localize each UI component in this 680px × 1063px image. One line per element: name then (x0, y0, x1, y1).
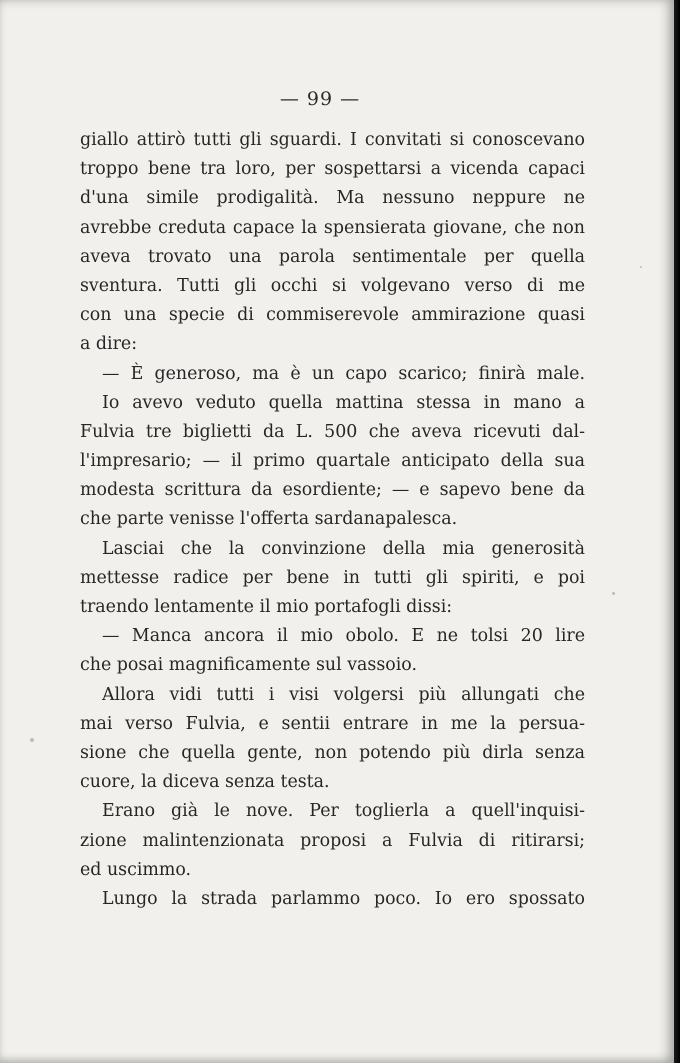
text-line: sventura. Tutti gli occhi si volgevano verso di me (80, 275, 585, 296)
body-text (80, 126, 585, 914)
text-line: troppo bene tra loro, per sospettarsi a vicenda capaci (80, 159, 585, 180)
text-line: — Manca ancora il mio obolo. E ne tolsi 20 lire (102, 626, 585, 647)
text-line: ed uscimmo. (80, 859, 192, 880)
text-line: Lasciai che la convinzione della mia generosità (102, 538, 585, 559)
paper-speck (640, 266, 642, 268)
text-line: sione che quella gente, non potendo più dirla senza (80, 742, 585, 763)
paper-speck (30, 738, 34, 742)
page-number: — 99 — (279, 88, 361, 110)
text-line: mai verso Fulvia, e sentii entrare in me la persua- (80, 713, 585, 734)
page-edge-shadow (674, 0, 680, 1063)
text-line: giallo attirò tutti gli sguardi. I convitati si conoscevano (80, 130, 585, 150)
text-line: Erano già le nove. Per toglierla a quell'inquisi- (102, 801, 585, 822)
text-line: Io avevo veduto quella mattina stessa in mano a (102, 392, 585, 413)
text-line: avrebbe creduta capace la spensierata giovane, che non (80, 217, 585, 238)
text-line: l'impresario; — il primo quartale anticipato della sua (80, 451, 585, 472)
text-line: che posai magnificamente sul vassoio. (80, 655, 417, 676)
text-line: traendo lentamente il mio portafogli dissi: (80, 597, 453, 617)
text-line: aveva trovato una parola sentimentale per quella (80, 246, 585, 267)
text-line: a dire: (80, 334, 138, 355)
text-line: con una specie di commiserevole ammirazione quasi (80, 305, 585, 326)
text-line: zione malintenzionata proposi a Fulvia di ritirarsi; (80, 830, 585, 851)
text-line: — È generoso, ma è un capo scarico; finirà male. (102, 363, 585, 384)
text-line: d'una simile prodigalità. Ma nessuno neppure ne (80, 188, 585, 209)
text-line: Allora vidi tutti i visi volgersi più allungati che (102, 684, 585, 705)
paper-speck (612, 592, 615, 595)
text-line: mettesse radice per bene in tutti gli spiriti, e poi (80, 567, 585, 588)
text-line: modesta scrittura da esordiente; — e sapevo bene da (80, 480, 585, 501)
text-line: cuore, la diceva senza testa. (80, 772, 330, 793)
text-line: Fulvia tre biglietti da L. 500 che aveva ricevuti dal- (80, 421, 585, 442)
text-line: Lungo la strada parlammo poco. Io ero spossato (102, 888, 585, 909)
text-line: che parte venisse l'offerta sardanapalesca. (80, 509, 458, 530)
